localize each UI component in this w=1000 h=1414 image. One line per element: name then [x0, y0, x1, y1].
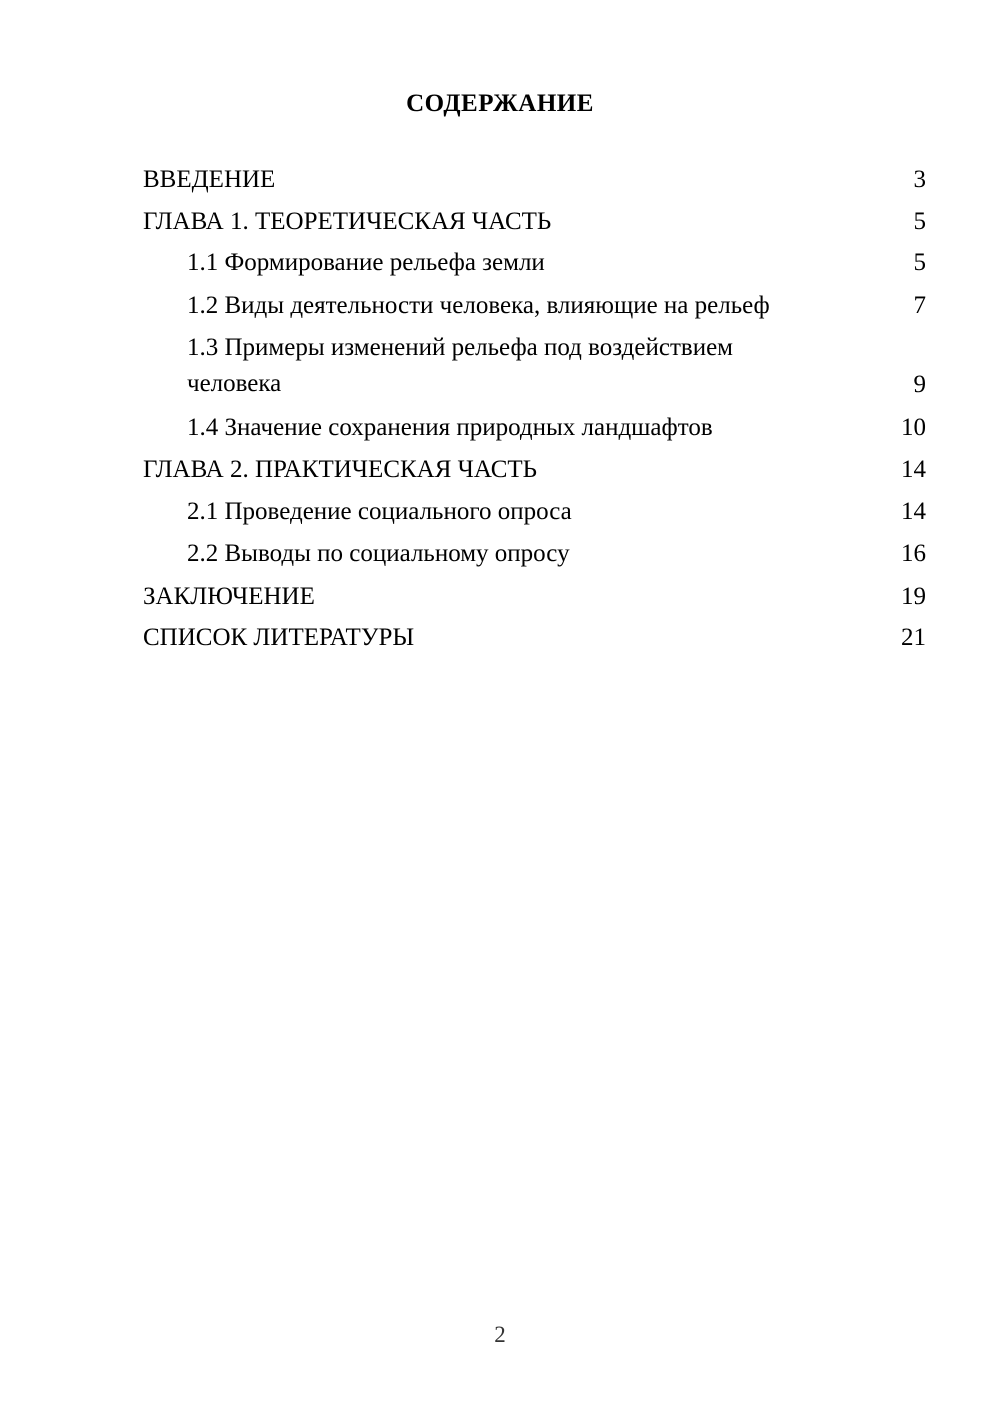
toc-entry-label: СПИСОК ЛИТЕРАТУРЫ: [143, 624, 415, 651]
toc-entry[interactable]: [143, 494, 926, 530]
toc-entry-page: 7: [913, 291, 926, 319]
toc-entry[interactable]: [143, 620, 926, 656]
toc-entry-page: 9: [913, 371, 926, 398]
toc-entry-label: ВВЕДЕНИЕ: [143, 166, 276, 193]
toc-entry-page: 16: [901, 540, 926, 567]
toc-entry[interactable]: [143, 452, 926, 488]
toc-entry-label: ГЛАВА 1. ТЕОРЕТИЧЕСКАЯ ЧАСТЬ: [143, 207, 552, 235]
toc-entry-label: 1.1 Формирование рельефа земли: [187, 249, 545, 276]
toc-entry-label: 1.4 Значение сохранения природных ландшафтов: [187, 413, 713, 441]
toc-entry-page: 14: [901, 497, 926, 525]
toc-entry[interactable]: [143, 330, 926, 403]
toc-entry-label: 2.1 Проведение социального опроса: [187, 497, 572, 525]
page-title: СОДЕРЖАНИЕ: [406, 90, 594, 117]
toc-entry[interactable]: [143, 536, 926, 572]
toc-entry-label: ЗАКЛЮЧЕНИЕ: [143, 582, 315, 610]
toc-entry-label: ГЛАВА 2. ПРАКТИЧЕСКАЯ ЧАСТЬ: [143, 456, 538, 483]
table-of-contents: [143, 162, 926, 662]
toc-entry-page: 10: [901, 413, 926, 441]
toc-entry[interactable]: [143, 162, 926, 198]
toc-entry[interactable]: [143, 410, 926, 446]
toc-entry[interactable]: [143, 579, 926, 615]
toc-entry[interactable]: [143, 204, 926, 240]
toc-entry-page: 19: [901, 582, 926, 610]
toc-entry-label: 1.2 Виды деятельности человека, влияющие на рельеф: [187, 291, 770, 319]
toc-entry-page: 5: [913, 249, 926, 276]
toc-entry-label: 1.3 Примеры изменений рельефа под воздействием человека: [187, 334, 733, 398]
toc-entry-label: 2.2 Выводы по социальному опросу: [187, 540, 570, 567]
toc-entry[interactable]: [143, 288, 926, 324]
toc-entry-page: 5: [913, 207, 926, 235]
toc-entry-page: 14: [901, 456, 926, 483]
toc-entry[interactable]: [143, 245, 926, 281]
toc-entry-page: 3: [913, 166, 926, 193]
toc-entry-page: 21: [901, 624, 926, 651]
footer-page-number: 2: [494, 1322, 506, 1347]
